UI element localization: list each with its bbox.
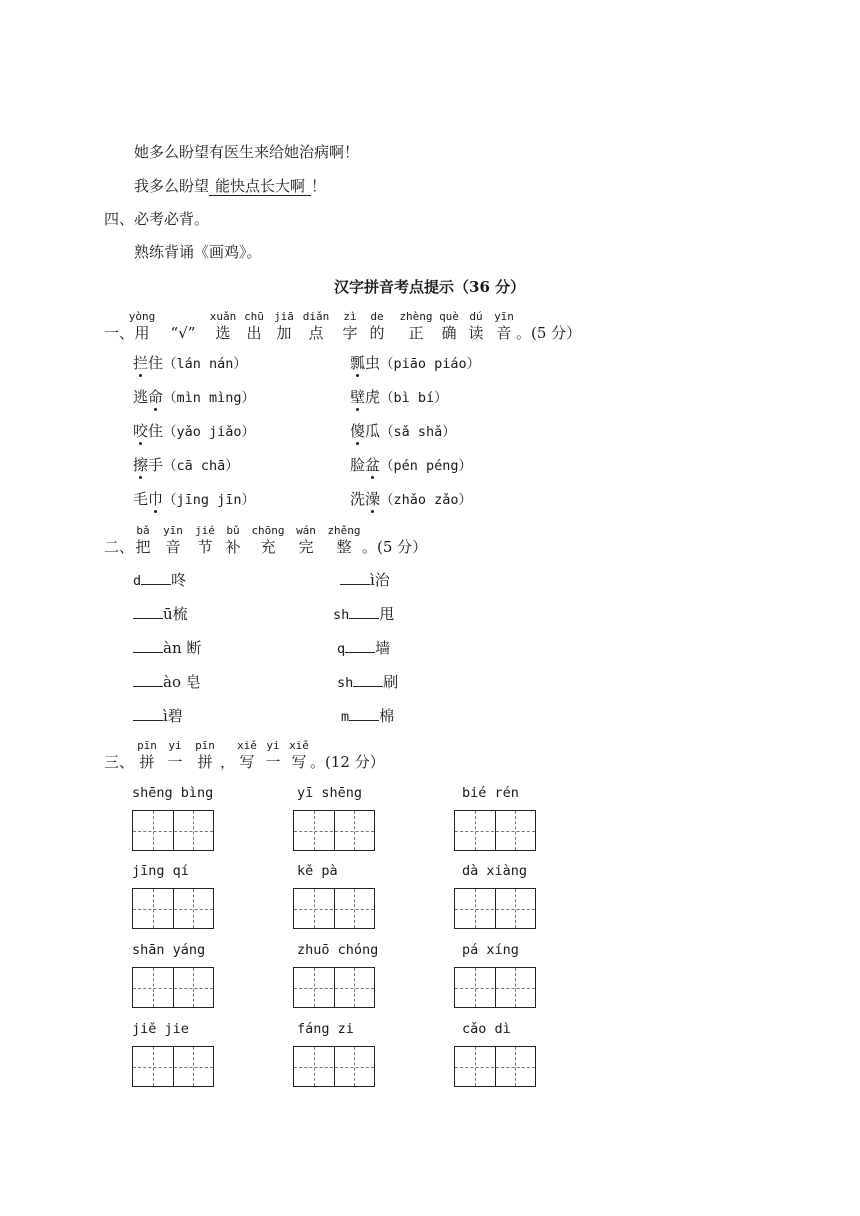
q3-ruby-3: ， xyxy=(220,753,236,771)
q1-ruby-9: què 确 xyxy=(439,310,459,342)
q2-ruby-1: yīn 音 xyxy=(163,524,183,556)
box-guide-line xyxy=(294,909,374,910)
writing-box[interactable] xyxy=(293,1046,375,1087)
writing-box[interactable] xyxy=(454,967,536,1008)
q1-ruby-1: “√” xyxy=(170,324,196,342)
q2-item-4: àn 断 xyxy=(133,637,201,658)
page-title: 汉字拼音考点提示（36 分） xyxy=(334,278,526,296)
q3-pinyin-label: pá xíng xyxy=(462,942,519,958)
q1-item-1: 瓢虫（piāo piáo） xyxy=(350,354,481,372)
q2-number: 二、 xyxy=(104,538,135,556)
box-guide-line xyxy=(133,1067,213,1068)
fill-blank[interactable] xyxy=(141,572,171,585)
section-4-task: 熟练背诵《画鸡》。 xyxy=(134,243,262,261)
q3-ruby-5: yi 一 xyxy=(265,739,281,771)
fill-blank[interactable] xyxy=(340,572,370,585)
fill-blank[interactable] xyxy=(349,606,379,619)
q2-ruby-3: bǔ 补 xyxy=(225,524,241,556)
writing-box[interactable] xyxy=(132,1046,214,1087)
q2-ruby-6: zhěng 整 xyxy=(327,524,361,556)
q2-ruby-0: bǎ 把 xyxy=(135,524,151,556)
q1-ruby-8: zhèng 正 xyxy=(399,310,433,342)
q1-item-2: 逃命（mìn mìng） xyxy=(133,388,256,406)
box-guide-line xyxy=(455,988,535,989)
q3-ruby-2: pīn 拼 xyxy=(195,739,215,771)
sentence-line-2-answer: 能快点长大啊 xyxy=(209,177,311,196)
q2-item-1: ì治 xyxy=(340,569,390,590)
q2-ruby-5: wán 完 xyxy=(296,524,316,556)
q3-pinyin-label: dà xiàng xyxy=(462,863,528,879)
q1-item-6: 擦手（cā chā） xyxy=(133,456,239,474)
q3-pinyin-label: shān yáng xyxy=(132,942,206,958)
writing-box[interactable] xyxy=(132,810,214,851)
q1-ruby-4: jiā 加 xyxy=(274,310,294,342)
q3-ruby-1: yi 一 xyxy=(167,739,183,771)
box-guide-line xyxy=(455,1067,535,1068)
q3-pinyin-label: bié rén xyxy=(462,785,519,801)
q1-item-4: 咬住（yǎo jiǎo） xyxy=(133,422,256,440)
q2-ruby-4: chōng 充 xyxy=(251,524,285,556)
q3-score: 。(12 分） xyxy=(310,753,385,771)
q1-ruby-7: de 的 xyxy=(369,310,385,342)
q2-item-2: ū梳 xyxy=(133,603,188,624)
sentence-line-2 xyxy=(134,175,326,196)
q3-pinyin-label: shēng bìng xyxy=(132,785,214,801)
writing-box[interactable] xyxy=(454,888,536,929)
box-guide-line xyxy=(294,988,374,989)
q2-item-7: sh 刷 xyxy=(337,673,399,691)
q1-item-7: 脸盆（pén péng） xyxy=(350,456,473,474)
q1-ruby-10: dú 读 xyxy=(468,310,484,342)
sentence-line-1: 她多么盼望有医生来给她治病啊！ xyxy=(134,143,360,161)
q2-score: 。(5 分） xyxy=(362,538,428,556)
q3-pinyin-label: fáng zi xyxy=(297,1021,354,1037)
writing-box[interactable] xyxy=(293,967,375,1008)
box-guide-line xyxy=(294,1067,374,1068)
section-4-title: 四、必考必背。 xyxy=(104,210,210,228)
q1-ruby-3: chū 出 xyxy=(244,310,264,342)
q1-ruby-2: xuǎn 选 xyxy=(209,310,237,342)
q1-ruby-5: diǎn 点 xyxy=(302,310,330,342)
q2-item-9: m 棉 xyxy=(341,707,395,725)
writing-box[interactable] xyxy=(454,1046,536,1087)
q1-item-8: 毛巾（jīng jīn） xyxy=(133,490,256,508)
writing-box[interactable] xyxy=(454,810,536,851)
fill-blank[interactable] xyxy=(133,708,163,721)
q1-item-3: 壁虎（bì bí） xyxy=(350,388,448,406)
q1-item-9: 洗澡（zhǎo zǎo） xyxy=(350,490,473,508)
q2-item-6: ào 皂 xyxy=(133,671,201,692)
q2-item-3: sh 甩 xyxy=(333,605,395,623)
sentence-line-2-prefix: 我多么盼望 xyxy=(134,177,210,195)
q3-heading xyxy=(132,738,432,772)
q2-heading xyxy=(130,523,450,557)
box-guide-line xyxy=(455,831,535,832)
fill-blank[interactable] xyxy=(133,674,163,687)
fill-blank[interactable] xyxy=(133,640,163,653)
writing-box[interactable] xyxy=(293,888,375,929)
q3-pinyin-label: yī shēng xyxy=(297,785,363,801)
q1-ruby-6: zì 字 xyxy=(342,310,358,342)
q3-pinyin-label: zhuō chóng xyxy=(297,942,379,958)
writing-box[interactable] xyxy=(293,810,375,851)
writing-box[interactable] xyxy=(132,888,214,929)
q3-ruby-6: xiě 写 xyxy=(289,739,309,771)
sentence-line-2-suffix: ！ xyxy=(311,177,327,195)
q1-item-5: 傻瓜（sǎ shǎ） xyxy=(350,422,456,440)
box-guide-line xyxy=(294,831,374,832)
box-guide-line xyxy=(455,909,535,910)
q1-number: 一、 xyxy=(104,324,135,342)
fill-blank[interactable] xyxy=(133,606,163,619)
q2-item-8: ì碧 xyxy=(133,705,183,726)
fill-blank[interactable] xyxy=(345,640,375,653)
q3-number: 三、 xyxy=(104,753,135,771)
q2-ruby-2: jié 节 xyxy=(195,524,215,556)
q3-pinyin-label: cǎo dì xyxy=(462,1021,511,1037)
fill-blank[interactable] xyxy=(349,708,379,721)
q3-ruby-4: xiě 写 xyxy=(237,739,257,771)
box-guide-line xyxy=(133,988,213,989)
q3-pinyin-label: jīng qí xyxy=(132,863,189,879)
fill-blank[interactable] xyxy=(353,674,383,687)
q1-ruby-11: yīn 音 xyxy=(494,310,514,342)
box-guide-line xyxy=(133,831,213,832)
box-guide-line xyxy=(133,909,213,910)
q3-pinyin-label: kě pà xyxy=(297,863,338,879)
writing-box[interactable] xyxy=(132,967,214,1008)
q1-item-0: 拦住（lán nán） xyxy=(133,354,247,372)
q1-score: 。(5 分） xyxy=(516,324,582,342)
q2-item-5: q 墙 xyxy=(337,639,391,657)
q3-ruby-0: pīn 拼 xyxy=(137,739,157,771)
q1-heading xyxy=(128,309,598,343)
q1-ruby-0: yòng 用 xyxy=(128,310,156,342)
q2-item-0: d 咚 xyxy=(133,571,187,589)
q3-pinyin-label: jiě jie xyxy=(132,1021,189,1037)
